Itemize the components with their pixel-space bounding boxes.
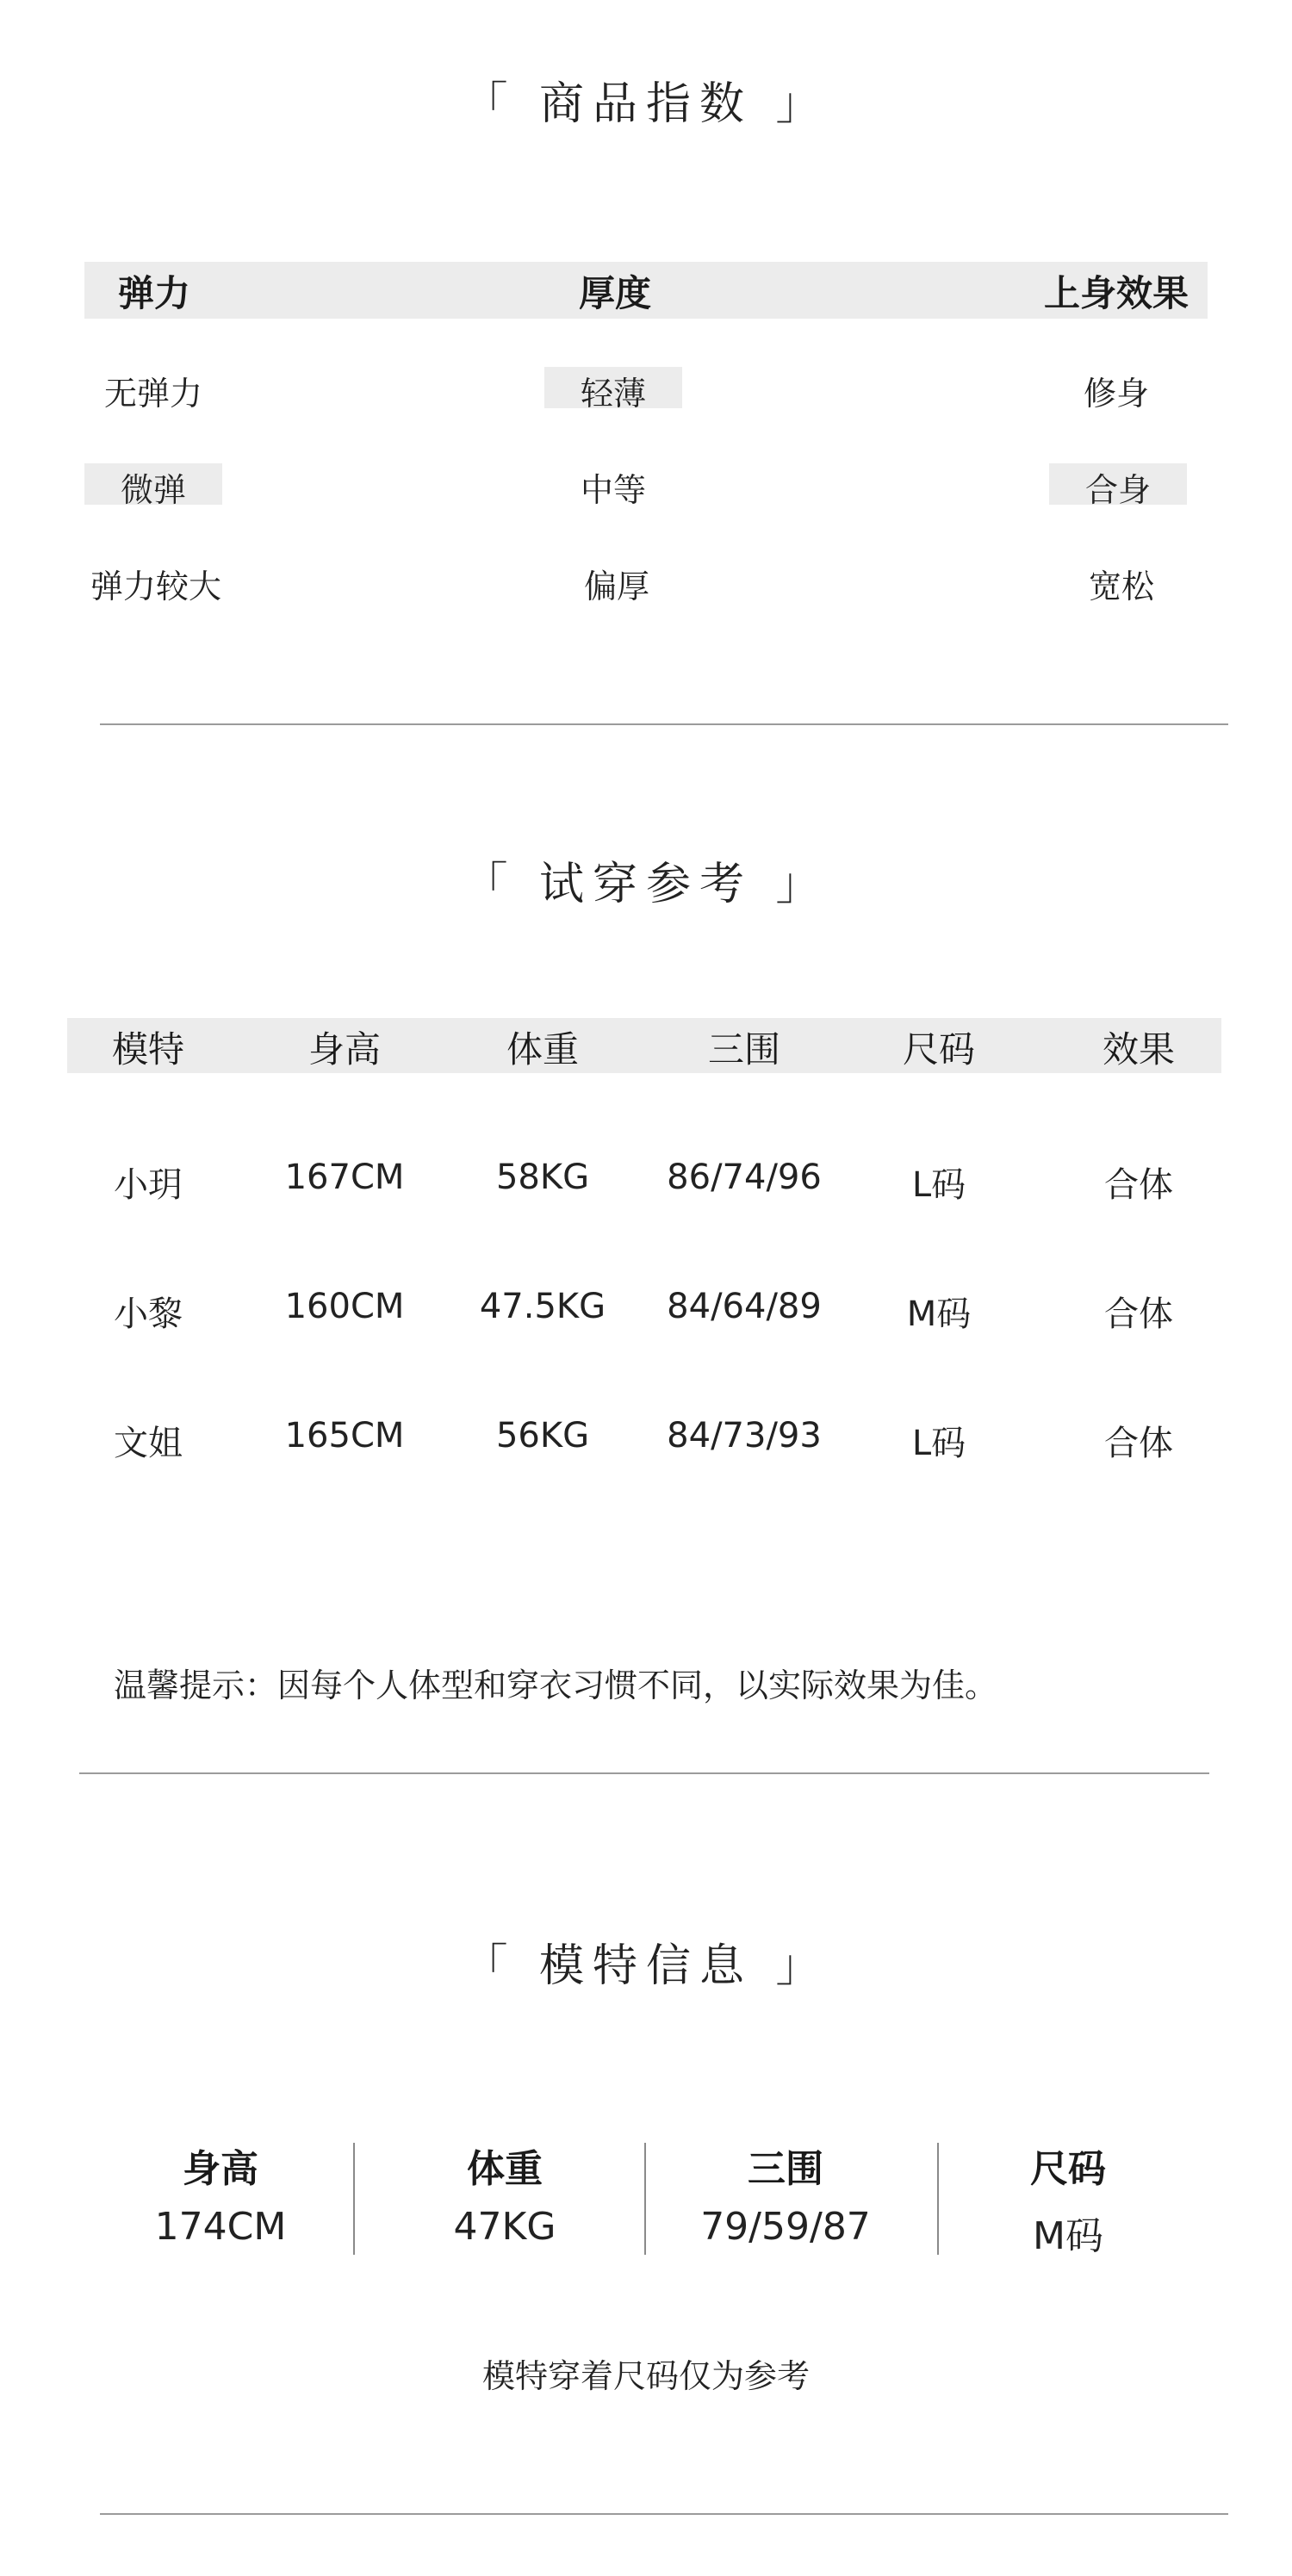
tryon-cell: 小玥 [114, 1165, 183, 1205]
tryon-cell: 84/64/89 [667, 1287, 822, 1326]
tryon-cell: 56KG [495, 1416, 590, 1456]
tryon-header-effect: 效果 [1102, 1028, 1175, 1071]
section-divider [100, 2513, 1228, 2515]
tryon-cell: 合体 [1104, 1294, 1173, 1334]
tryon-cell: 160CM [284, 1287, 405, 1326]
tryon-cell: 86/74/96 [667, 1158, 822, 1197]
section-title-model-info: 「 模特信息 」 [463, 1940, 829, 1992]
column-separator [353, 2143, 355, 2255]
section-title-product-index: 「 商品指数 」 [463, 78, 829, 130]
model-header-height: 身高 [183, 2147, 258, 2191]
tryon-header-measurements: 三围 [707, 1028, 780, 1071]
model-header-weight: 体重 [467, 2147, 543, 2191]
index-cell: 中等 [580, 471, 646, 509]
index-cell: 合身 [1084, 471, 1151, 509]
model-size-note: 模特穿着尺码仅为参考 [481, 2357, 810, 2395]
index-header-thickness: 厚度 [578, 272, 651, 314]
section-divider [100, 723, 1228, 725]
tryon-cell: 小黎 [114, 1294, 183, 1334]
tryon-cell: 文姐 [114, 1424, 183, 1463]
tryon-cell: 合体 [1104, 1165, 1173, 1205]
index-cell: 弹力较大 [90, 568, 221, 605]
column-separator [937, 2143, 939, 2255]
section-title-try-on: 「 试穿参考 」 [463, 859, 829, 910]
tryon-header-band [67, 1018, 1221, 1073]
tryon-cell: M码 [906, 1294, 972, 1334]
index-cell: 微弹 [120, 471, 186, 509]
tryon-cell: 合体 [1104, 1424, 1173, 1463]
tryon-cell: 165CM [284, 1416, 405, 1456]
tryon-cell: L码 [911, 1165, 966, 1205]
tryon-cell: 58KG [495, 1158, 590, 1197]
tryon-header-weight: 体重 [506, 1028, 579, 1071]
tryon-header-height: 身高 [307, 1028, 381, 1071]
index-header-elasticity: 弹力 [117, 272, 190, 314]
model-header-measurements: 三围 [748, 2147, 823, 2191]
model-value-height: 174CM [154, 2205, 287, 2249]
tryon-header-model: 模特 [111, 1028, 184, 1071]
tryon-header-size: 尺码 [902, 1028, 975, 1071]
section-divider [79, 1772, 1209, 1774]
model-value-size: M码 [1033, 2214, 1103, 2258]
model-value-weight: 47KG [453, 2205, 556, 2249]
model-header-size: 尺码 [1030, 2147, 1106, 2191]
tryon-cell: 47.5KG [479, 1287, 606, 1326]
index-cell: 宽松 [1088, 568, 1154, 605]
index-cell: 修身 [1083, 375, 1149, 413]
model-value-measurements: 79/59/87 [700, 2205, 871, 2249]
tryon-cell: 84/73/93 [667, 1416, 822, 1456]
index-cell: 轻薄 [580, 375, 646, 413]
column-separator [644, 2143, 646, 2255]
tryon-cell: 167CM [284, 1158, 405, 1197]
tryon-cell: L码 [911, 1424, 966, 1463]
index-cell: 偏厚 [583, 568, 649, 605]
index-header-fit: 上身效果 [1043, 272, 1189, 314]
fitting-tip: 温馨提示：因每个人体型和穿衣习惯不同，以实际效果为佳。 [114, 1667, 998, 1704]
index-cell: 无弹力 [103, 375, 202, 413]
